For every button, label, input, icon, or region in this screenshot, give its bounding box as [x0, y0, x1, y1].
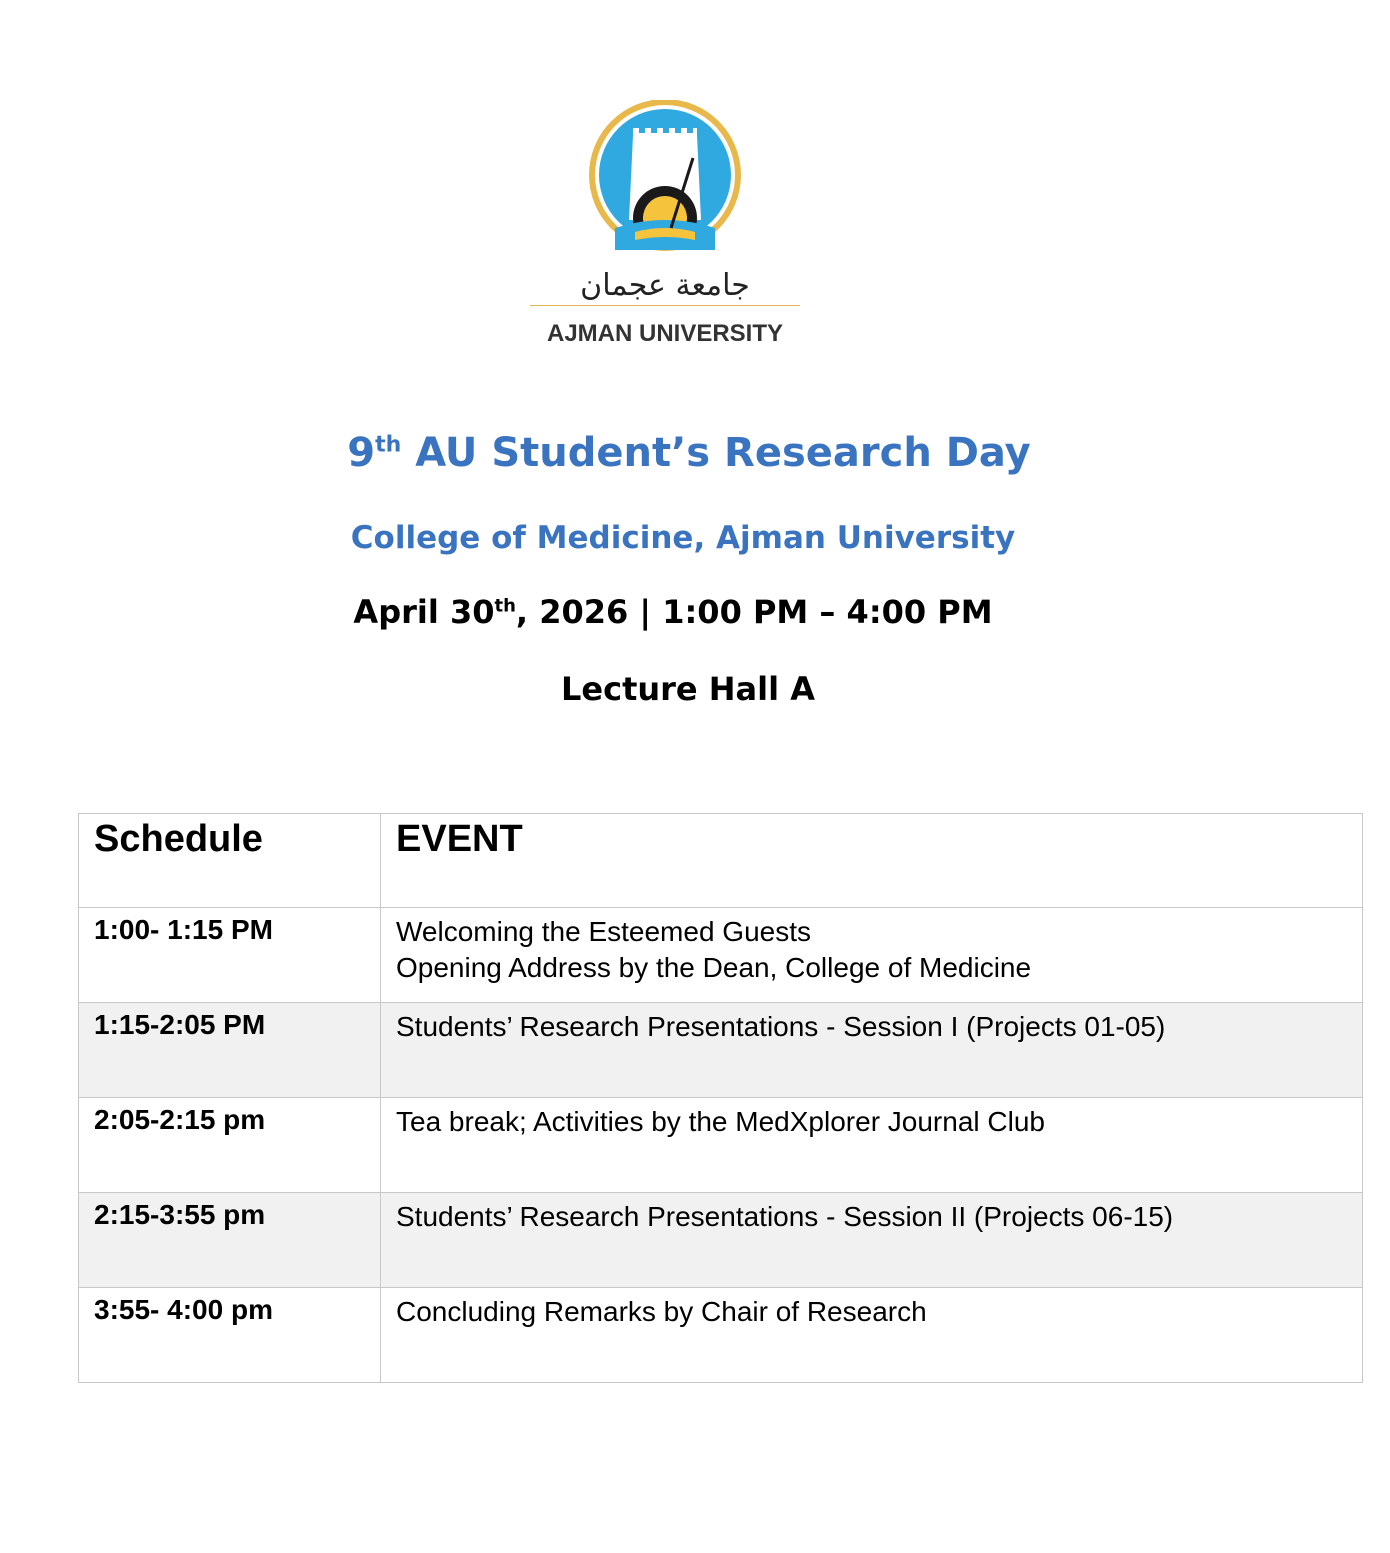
column-header-event: EVENT — [381, 814, 1363, 908]
logo-arabic-name: جامعة عجمان — [580, 268, 750, 303]
college-subtitle: College of Medicine, Ajman University — [350, 520, 1016, 556]
university-seal-icon — [525, 100, 805, 260]
logo-divider — [530, 305, 800, 306]
row-event — [381, 1098, 1363, 1193]
table-row — [79, 908, 1363, 1003]
event-date-time — [0, 593, 1346, 631]
table-row — [79, 1098, 1363, 1193]
title-text: AU Student’s Research Day — [401, 430, 1031, 476]
event-line: Tea break; Activities by the MedXplorer Journal Club — [396, 1106, 1045, 1137]
logo-english-name: AJMAN UNIVERSITY — [546, 320, 784, 347]
event-venue: Lecture Hall A — [561, 670, 815, 708]
table-row — [79, 1288, 1363, 1383]
date-rest: , 2026 | 1:00 PM – 4:00 PM — [515, 593, 993, 631]
row-event — [381, 1003, 1363, 1098]
date-ordinal-suffix: th — [494, 595, 516, 617]
schedule-table — [78, 813, 1363, 1383]
event-line: Welcoming the Esteemed Guests — [396, 916, 812, 947]
title-number: 9 — [347, 430, 376, 476]
column-header-schedule: Schedule — [79, 814, 381, 908]
row-event — [381, 1193, 1363, 1288]
event-line: Students’ Research Presentations - Session I (Projects 01-05) — [396, 1011, 1166, 1042]
row-event — [381, 1288, 1363, 1383]
row-time: 2:05-2:15 pm — [79, 1098, 381, 1193]
row-time: 1:15-2:05 PM — [79, 1003, 381, 1098]
row-time: 2:15-3:55 pm — [79, 1193, 381, 1288]
date-prefix: April 30 — [353, 593, 495, 631]
table-row — [79, 1193, 1363, 1288]
event-line: Students’ Research Presentations - Session II (Projects 06-15) — [396, 1201, 1174, 1232]
row-time: 1:00- 1:15 PM — [79, 908, 381, 1003]
row-event — [381, 908, 1363, 1003]
event-title — [0, 430, 1378, 476]
table-row — [79, 1003, 1363, 1098]
row-time: 3:55- 4:00 pm — [79, 1288, 381, 1383]
table-header-row — [79, 814, 1363, 908]
event-line: Opening Address by the Dean, College of Medicine — [396, 952, 1032, 983]
title-ordinal-suffix: th — [375, 432, 402, 458]
event-line: Concluding Remarks by Chair of Research — [396, 1296, 927, 1327]
